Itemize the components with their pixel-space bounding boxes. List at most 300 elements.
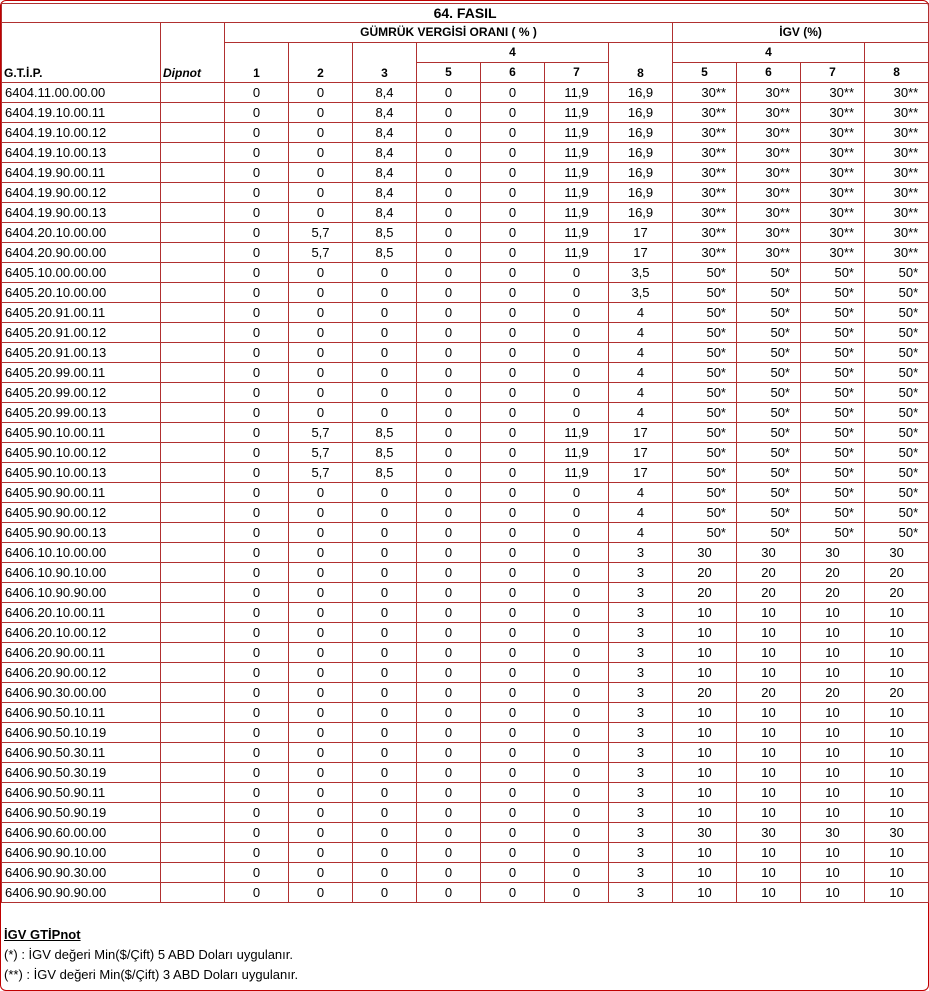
gtip-code-cell: 6405.90.90.00.13 (2, 523, 161, 543)
table-row (2, 303, 929, 323)
dipnot-cell (161, 503, 225, 523)
gv-rate-cell: 0 (481, 443, 545, 463)
gv-rate-cell: 0 (481, 303, 545, 323)
gv-rate-cell: 3,5 (609, 283, 673, 303)
dipnot-cell (161, 483, 225, 503)
igv-rate-cell: 30 (673, 823, 737, 843)
dipnot-cell (161, 783, 225, 803)
gv-rate-cell: 0 (225, 403, 289, 423)
igv-rate-cell: 50* (865, 443, 929, 463)
dipnot-cell (161, 803, 225, 823)
igv-rate-cell: 50* (801, 483, 865, 503)
gv-rate-cell: 0 (225, 183, 289, 203)
gv-rate-cell: 0 (481, 223, 545, 243)
dipnot-cell (161, 683, 225, 703)
gv-rate-cell: 4 (609, 323, 673, 343)
gv-rate-cell: 0 (417, 463, 481, 483)
gv-rate-cell: 0 (289, 823, 353, 843)
dipnot-header: Dipnot (161, 23, 225, 83)
dipnot-cell (161, 223, 225, 243)
igv-rate-cell: 10 (673, 883, 737, 903)
igv-rate-cell: 10 (865, 843, 929, 863)
gv-rate-cell: 11,9 (545, 203, 609, 223)
table-row (2, 403, 929, 423)
igv-rate-cell: 10 (801, 623, 865, 643)
gv-rate-cell: 0 (481, 383, 545, 403)
dipnot-cell (161, 163, 225, 183)
gv-rate-cell: 0 (481, 363, 545, 383)
gv-rate-cell: 0 (481, 183, 545, 203)
gtip-code-cell: 6405.20.99.00.11 (2, 363, 161, 383)
gv-rate-cell: 16,9 (609, 183, 673, 203)
gv-rate-cell: 0 (417, 803, 481, 823)
gv-rate-cell: 0 (225, 223, 289, 243)
gv-rate-cell: 0 (545, 823, 609, 843)
gv-rate-cell: 3 (609, 803, 673, 823)
gv-rate-cell: 4 (609, 343, 673, 363)
table-row (2, 83, 929, 103)
gv-rate-cell: 0 (481, 763, 545, 783)
gv-rate-cell: 0 (481, 203, 545, 223)
igv-rate-cell: 30** (673, 123, 737, 143)
gv-rate-cell: 4 (609, 523, 673, 543)
table-row (2, 143, 929, 163)
gv-rate-cell: 0 (481, 263, 545, 283)
gtip-code-cell: 6405.90.90.00.11 (2, 483, 161, 503)
gv-rate-cell: 0 (353, 303, 417, 323)
gtip-code-cell: 6405.10.00.00.00 (2, 263, 161, 283)
igv-rate-cell: 50* (673, 403, 737, 423)
gv-rate-cell: 0 (481, 743, 545, 763)
igv-rate-cell: 50* (801, 523, 865, 543)
igv-rate-cell: 50* (865, 303, 929, 323)
gtip-code-cell: 6405.20.91.00.11 (2, 303, 161, 323)
gv-rate-cell: 0 (545, 503, 609, 523)
gv-rate-cell: 0 (225, 603, 289, 623)
gv-rate-cell: 0 (545, 483, 609, 503)
gv-rate-cell: 11,9 (545, 163, 609, 183)
gtip-code-cell: 6404.19.90.00.12 (2, 183, 161, 203)
dipnot-cell (161, 583, 225, 603)
igv-rate-cell: 20 (737, 563, 801, 583)
gv-rate-cell: 0 (545, 663, 609, 683)
igv-rate-cell: 10 (801, 603, 865, 623)
dipnot-cell (161, 403, 225, 423)
gv-rate-cell: 5,7 (289, 443, 353, 463)
gv-rate-cell: 3 (609, 703, 673, 723)
table-row (2, 763, 929, 783)
igv-rate-cell: 50* (673, 303, 737, 323)
gv-rate-cell: 0 (225, 683, 289, 703)
igv-rate-cell: 10 (737, 863, 801, 883)
igv-rate-cell: 30** (865, 163, 929, 183)
table-row (2, 883, 929, 903)
gv-rate-cell: 0 (225, 163, 289, 183)
gv-rate-cell: 0 (225, 583, 289, 603)
gv-rate-cell: 0 (289, 883, 353, 903)
gv-rate-cell: 0 (545, 563, 609, 583)
gv-rate-cell: 0 (225, 323, 289, 343)
gv-rate-cell: 0 (225, 423, 289, 443)
gv-rate-cell: 0 (225, 283, 289, 303)
gv-rate-cell: 0 (289, 683, 353, 703)
igv-rate-cell: 50* (673, 283, 737, 303)
igv-rate-cell: 10 (737, 663, 801, 683)
dipnot-cell (161, 843, 225, 863)
gv-col-header: 8 (609, 43, 673, 83)
dipnot-cell (161, 463, 225, 483)
gv-rate-cell: 0 (289, 623, 353, 643)
igv-rate-cell: 50* (865, 383, 929, 403)
igv-rate-cell: 30** (865, 143, 929, 163)
gv-rate-cell: 3 (609, 603, 673, 623)
table-row (2, 283, 929, 303)
igv-rate-cell: 50* (801, 363, 865, 383)
table-row (2, 243, 929, 263)
igv-rate-cell: 10 (673, 803, 737, 823)
gv-rate-cell: 0 (545, 523, 609, 543)
gv-rate-cell: 0 (481, 123, 545, 143)
gv-rate-cell: 0 (289, 803, 353, 823)
gv-rate-cell: 4 (609, 483, 673, 503)
gtip-code-cell: 6404.19.10.00.12 (2, 123, 161, 143)
gtip-code-cell: 6404.11.00.00.00 (2, 83, 161, 103)
igv-rate-cell: 50* (737, 463, 801, 483)
gv-rate-cell: 0 (225, 543, 289, 563)
gtip-code-cell: 6406.90.50.90.11 (2, 783, 161, 803)
gv-rate-cell: 0 (417, 703, 481, 723)
gv-rate-cell: 0 (481, 403, 545, 423)
gv-rate-cell: 0 (353, 523, 417, 543)
igv-rate-cell: 50* (737, 523, 801, 543)
gv-rate-cell: 0 (289, 563, 353, 583)
igv-rate-cell: 50* (737, 443, 801, 463)
igv-rate-cell: 10 (865, 803, 929, 823)
gv-rate-cell: 0 (481, 423, 545, 443)
gtip-code-cell: 6406.90.50.30.19 (2, 763, 161, 783)
igv-rate-cell: 10 (737, 763, 801, 783)
igv-rate-cell: 10 (865, 623, 929, 643)
table-row (2, 543, 929, 563)
gv-rate-cell: 0 (225, 483, 289, 503)
igv-rate-cell: 10 (865, 603, 929, 623)
igv-rate-cell: 50* (737, 483, 801, 503)
dipnot-cell (161, 83, 225, 103)
gv-rate-cell: 0 (353, 703, 417, 723)
gv-rate-cell: 0 (417, 363, 481, 383)
igv-rate-cell: 10 (673, 703, 737, 723)
igv-rate-cell: 30** (865, 183, 929, 203)
table-row (2, 103, 929, 123)
gv-rate-cell: 0 (545, 623, 609, 643)
gv-rate-cell: 3 (609, 863, 673, 883)
gv-rate-cell: 0 (353, 563, 417, 583)
table-row (2, 823, 929, 843)
igv-rate-cell: 10 (673, 643, 737, 663)
gtip-code-cell: 6405.20.99.00.12 (2, 383, 161, 403)
dipnot-cell (161, 543, 225, 563)
gv-rate-cell: 0 (545, 343, 609, 363)
table-row (2, 183, 929, 203)
gv-rate-cell: 0 (353, 603, 417, 623)
igv-rate-cell: 30** (737, 183, 801, 203)
dipnot-cell (161, 123, 225, 143)
igv-rate-cell: 10 (737, 803, 801, 823)
gv-rate-cell: 0 (545, 803, 609, 823)
gv-rate-cell: 8,4 (353, 123, 417, 143)
igv-rate-cell: 10 (801, 723, 865, 743)
gv-rate-cell: 0 (545, 723, 609, 743)
gv-rate-cell: 0 (289, 103, 353, 123)
gv-rate-cell: 16,9 (609, 143, 673, 163)
gv-rate-cell: 0 (225, 883, 289, 903)
igv-rate-cell: 10 (673, 663, 737, 683)
gv-col-header: 6 (481, 63, 545, 83)
table-row (2, 723, 929, 743)
gv-rate-cell: 0 (481, 323, 545, 343)
igv-rate-cell: 20 (865, 563, 929, 583)
gtip-code-cell: 6405.20.99.00.13 (2, 403, 161, 423)
gv-rate-cell: 0 (417, 783, 481, 803)
table-row (2, 623, 929, 643)
table-row (2, 163, 929, 183)
dipnot-cell (161, 883, 225, 903)
igv-rate-cell: 50* (801, 443, 865, 463)
igv-rate-cell: 10 (801, 863, 865, 883)
igv-rate-cell: 30 (673, 543, 737, 563)
gv-rate-cell: 16,9 (609, 83, 673, 103)
gtip-code-cell: 6406.10.90.90.00 (2, 583, 161, 603)
igv-rate-cell: 50* (737, 303, 801, 323)
dipnot-cell (161, 363, 225, 383)
gv-rate-cell: 0 (289, 163, 353, 183)
gtip-code-cell: 6406.90.50.10.19 (2, 723, 161, 743)
gv-rate-cell: 0 (545, 783, 609, 803)
gv-rate-cell: 0 (353, 623, 417, 643)
igv-rate-cell: 10 (865, 703, 929, 723)
table-row (2, 663, 929, 683)
gv-rate-cell: 0 (289, 343, 353, 363)
gv-rate-cell: 11,9 (545, 443, 609, 463)
footnote-line: (**) : İGV değeri Min($/Çift) 3 ABD Doları uygulanır. (4, 967, 299, 982)
gv-rate-cell: 0 (353, 663, 417, 683)
gv-rate-cell: 16,9 (609, 103, 673, 123)
igv-rate-cell: 30 (737, 823, 801, 843)
gv-rate-cell: 0 (289, 323, 353, 343)
gv-rate-cell: 11,9 (545, 83, 609, 103)
igv-rate-cell: 30** (737, 203, 801, 223)
gtip-code-cell: 6404.19.10.00.11 (2, 103, 161, 123)
igv-rate-cell: 50* (737, 383, 801, 403)
igv-rate-cell: 50* (865, 323, 929, 343)
igv-rate-cell: 50* (673, 343, 737, 363)
table-row (2, 583, 929, 603)
gv-rate-cell: 0 (289, 483, 353, 503)
igv-rate-cell: 50* (801, 383, 865, 403)
igv-rate-cell: 50* (865, 403, 929, 423)
gv-rate-cell: 16,9 (609, 203, 673, 223)
gv-rate-cell: 8,4 (353, 103, 417, 123)
gtip-code-cell: 6404.20.10.00.00 (2, 223, 161, 243)
gtip-code-cell: 6405.90.90.00.12 (2, 503, 161, 523)
gv-rate-cell: 0 (225, 503, 289, 523)
gv-rate-cell: 0 (417, 283, 481, 303)
dipnot-cell (161, 603, 225, 623)
gtip-code-cell: 6406.90.50.30.11 (2, 743, 161, 763)
gv-col-header: 1 (225, 43, 289, 83)
gv-rate-cell: 0 (545, 743, 609, 763)
igv-rate-cell: 20 (801, 563, 865, 583)
gtip-code-cell: 6406.90.90.10.00 (2, 843, 161, 863)
gv-rate-cell: 0 (353, 683, 417, 703)
gv-col-header: 5 (417, 63, 481, 83)
gv-rate-cell: 0 (545, 643, 609, 663)
igv-rate-cell: 50* (673, 503, 737, 523)
igv-rate-cell: 30** (801, 223, 865, 243)
igv-rate-cell: 10 (801, 643, 865, 663)
igv-rate-cell: 10 (737, 843, 801, 863)
gv-rate-cell: 3 (609, 643, 673, 663)
gv-rate-cell: 0 (225, 203, 289, 223)
igv-rate-cell: 50* (865, 343, 929, 363)
gv-rate-cell: 0 (417, 843, 481, 863)
igv-rate-cell: 10 (673, 783, 737, 803)
dipnot-cell (161, 743, 225, 763)
gv-rate-cell: 8,5 (353, 243, 417, 263)
dipnot-cell (161, 723, 225, 743)
igv-rate-cell: 10 (801, 763, 865, 783)
igv-rate-cell: 50* (737, 343, 801, 363)
igv-rate-cell: 10 (737, 743, 801, 763)
gv-rate-cell: 0 (225, 243, 289, 263)
igv-col-header: 5 (673, 63, 737, 83)
gtip-code-cell: 6404.19.90.00.11 (2, 163, 161, 183)
gtip-code-cell: 6404.20.90.00.00 (2, 243, 161, 263)
dipnot-cell (161, 343, 225, 363)
gv-rate-cell: 0 (481, 823, 545, 843)
igv-rate-cell: 10 (865, 743, 929, 763)
gtip-code-cell: 6406.20.90.00.11 (2, 643, 161, 663)
gv-rate-cell: 0 (417, 103, 481, 123)
gv-rate-cell: 0 (225, 843, 289, 863)
igv-rate-cell: 50* (865, 363, 929, 383)
gtip-code-cell: 6406.20.10.00.11 (2, 603, 161, 623)
igv-rate-cell: 30** (673, 83, 737, 103)
gv-rate-cell: 11,9 (545, 123, 609, 143)
gv-rate-cell: 0 (481, 543, 545, 563)
igv-rate-cell: 50* (737, 503, 801, 523)
gv-rate-cell: 0 (225, 463, 289, 483)
gv-rate-cell: 0 (417, 203, 481, 223)
igv-rate-cell: 10 (801, 883, 865, 903)
gv-rate-cell: 3 (609, 783, 673, 803)
igv-rate-cell: 30** (673, 243, 737, 263)
dipnot-cell (161, 183, 225, 203)
dipnot-cell (161, 203, 225, 223)
gv-rate-cell: 5,7 (289, 243, 353, 263)
gv-rate-cell: 0 (225, 263, 289, 283)
igv-rate-cell: 50* (737, 263, 801, 283)
igv-rate-cell: 50* (737, 423, 801, 443)
dipnot-cell (161, 863, 225, 883)
gv-rate-cell: 0 (289, 843, 353, 863)
gv-rate-cell: 0 (417, 763, 481, 783)
igv-rate-cell: 50* (673, 463, 737, 483)
gv-rate-cell: 8,5 (353, 463, 417, 483)
table-row (2, 263, 929, 283)
gv-rate-cell: 0 (417, 643, 481, 663)
gv-rate-cell: 0 (417, 443, 481, 463)
gv-rate-cell: 0 (353, 503, 417, 523)
table-row (2, 803, 929, 823)
igv-col-header: 8 (865, 63, 929, 83)
igv-rate-cell: 20 (865, 683, 929, 703)
igv-rate-cell: 30** (673, 163, 737, 183)
igv-rate-cell: 50* (801, 263, 865, 283)
gv-rate-cell: 0 (225, 103, 289, 123)
gv-rate-cell: 0 (289, 583, 353, 603)
dipnot-cell (161, 823, 225, 843)
table-row (2, 423, 929, 443)
table-row (2, 483, 929, 503)
igv-rate-cell: 50* (865, 483, 929, 503)
gv-rate-cell: 0 (353, 323, 417, 343)
gtip-header: G.T.İ.P. (2, 23, 161, 83)
igv-rate-cell: 50* (801, 403, 865, 423)
gtip-code-cell: 6406.20.10.00.12 (2, 623, 161, 643)
gv-rate-cell: 0 (289, 723, 353, 743)
table-row (2, 503, 929, 523)
igv-rate-cell: 30** (865, 123, 929, 143)
gtip-code-cell: 6406.90.50.10.11 (2, 703, 161, 723)
igv-rate-cell: 50* (865, 463, 929, 483)
igv-rate-cell: 30** (801, 203, 865, 223)
gv-rate-cell: 11,9 (545, 183, 609, 203)
igv-rate-cell: 30** (737, 83, 801, 103)
gtip-code-cell: 6405.20.91.00.12 (2, 323, 161, 343)
igv-rate-cell: 10 (737, 783, 801, 803)
gv-rate-cell: 0 (545, 323, 609, 343)
igv-rate-cell: 50* (801, 283, 865, 303)
igv-rate-cell: 20 (801, 683, 865, 703)
igv-rate-cell: 30** (865, 83, 929, 103)
gv-rate-cell: 4 (609, 403, 673, 423)
igv-rate-cell: 30** (673, 143, 737, 163)
table-body (2, 83, 929, 903)
gv-rate-cell: 0 (289, 603, 353, 623)
igv-rate-cell: 50* (737, 283, 801, 303)
igv-rate-cell: 30** (673, 103, 737, 123)
gv-rate-cell: 0 (481, 623, 545, 643)
igv-col-header: 6 (737, 63, 801, 83)
gv-rate-cell: 0 (225, 663, 289, 683)
gv-rate-cell: 3,5 (609, 263, 673, 283)
igv-rate-cell: 30** (737, 103, 801, 123)
igv-rate-cell: 10 (737, 623, 801, 643)
gtip-code-cell: 6406.90.50.90.19 (2, 803, 161, 823)
gv-rate-cell: 0 (225, 823, 289, 843)
gv-rate-cell: 0 (289, 143, 353, 163)
igv-rate-cell: 10 (673, 863, 737, 883)
igv-rate-cell: 50* (673, 443, 737, 463)
igv-rate-cell: 30** (737, 243, 801, 263)
gv-rate-cell: 0 (225, 703, 289, 723)
gv-rate-cell: 0 (289, 203, 353, 223)
dipnot-cell (161, 643, 225, 663)
gv-rate-cell: 0 (481, 643, 545, 663)
gv-rate-cell: 0 (353, 843, 417, 863)
gv-col-header: 3 (353, 43, 417, 83)
